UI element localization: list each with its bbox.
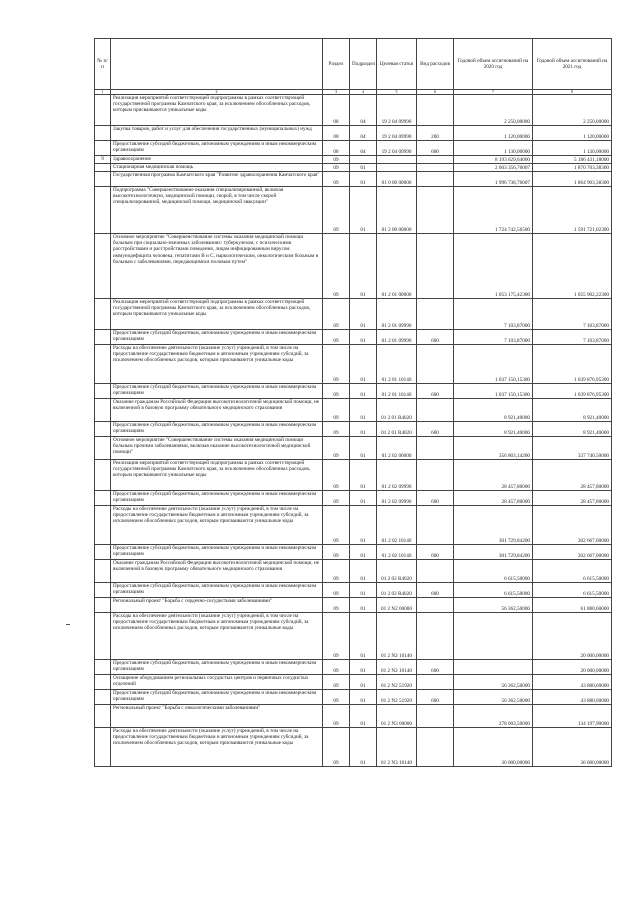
row-expense-type (417, 460, 454, 491)
table-row (95, 613, 612, 660)
row-amount-2020: 1 037 150,15300 (454, 345, 533, 384)
row-amount-2020: 6 615,50000 (454, 583, 533, 598)
row-expense-type: 600 (417, 545, 454, 560)
table-body (95, 95, 612, 767)
row-amount-2021: 6 615,50000 (533, 560, 612, 583)
row-name: Региональный проект "Борьба с онкологическими заболеваниями" (111, 705, 323, 728)
row-podrazdel: 01 (350, 560, 377, 583)
table-row (95, 660, 612, 675)
row-target-article: 01 2 N3 00000 (377, 705, 417, 728)
row-name: Предоставление субсидий бюджетным, автономным учреждениям и иным некоммерческим организациям (111, 660, 323, 675)
table-row (95, 598, 612, 613)
row-target-article: 01 2 02 09990 (377, 460, 417, 491)
row-target-article: 01 2 N2 51920 (377, 690, 417, 705)
row-name: Предоставление субсидий бюджетным, автономным учреждениям и иным некоммерческим организациям (111, 384, 323, 399)
header-number: 6 (417, 90, 454, 95)
row-number (95, 299, 111, 330)
row-name: Подпрограмма "Совершенствование оказания специализированной, включая высокотехнологичную, медицинской помощи, скорой, в том числе скорой специализированной, медицинской помощи, медицинской эвакуации" (111, 187, 323, 234)
row-amount-2020: 2 003 356,76007 (454, 164, 533, 172)
row-razdel: 09 (323, 187, 350, 234)
row-amount-2021: 6 615,50000 (533, 583, 612, 598)
row-podrazdel: 01 (350, 172, 377, 187)
table-row (95, 345, 612, 384)
row-target-article: 19 2 04 09990 (377, 95, 417, 126)
row-podrazdel: 01 (350, 545, 377, 560)
header-razdel: Раздел (323, 39, 350, 90)
row-number (95, 164, 111, 172)
row-razdel: 09 (323, 560, 350, 583)
row-number (95, 460, 111, 491)
row-podrazdel: 01 (350, 660, 377, 675)
row-number (95, 506, 111, 545)
row-amount-2021: 20 000,00000 (533, 613, 612, 660)
table-row (95, 141, 612, 156)
row-podrazdel: 01 (350, 675, 377, 690)
row-amount-2021: 28 457,80000 (533, 491, 612, 506)
header-target: Целевая статья (377, 39, 417, 90)
row-amount-2020: 56 362,50000 (454, 598, 533, 613)
row-razdel: 09 (323, 545, 350, 560)
row-name: Реализация мероприятий соответствующей подпрограммы в рамках соответствующей государственной программы Камчатского края, за исключением обособленных расходов, которым присваиваются уникальные коды (111, 299, 323, 330)
table-row (95, 675, 612, 690)
row-amount-2020: 1 037 150,15300 (454, 384, 533, 399)
row-amount-2020: 8 921,40000 (454, 399, 533, 422)
row-expense-type: 600 (417, 422, 454, 437)
row-name: Предоставление субсидий бюджетным, автономным учреждениям и иным некоммерческим организациям (111, 690, 323, 705)
row-podrazdel: 01 (350, 690, 377, 705)
row-podrazdel: 01 (350, 345, 377, 384)
row-podrazdel: 01 (350, 460, 377, 491)
row-name: Предоставление субсидий бюджетным, автономным учреждениям и иным некоммерческим организациям (111, 545, 323, 560)
header-2021: Годовой объем ассигнований на 2021 год (533, 39, 612, 90)
row-amount-2021: 2 250,00000 (533, 95, 612, 126)
row-amount-2021: 61 880,60000 (533, 598, 612, 613)
row-target-article: 01 2 02 R4020 (377, 583, 417, 598)
row-razdel: 09 (323, 422, 350, 437)
row-number (95, 399, 111, 422)
row-podrazdel: 01 (350, 583, 377, 598)
row-razdel: 09 (323, 234, 350, 299)
row-podrazdel: 01 (350, 491, 377, 506)
table-row (95, 234, 612, 299)
row-name: Реализация мероприятий соответствующей подпрограммы в рамках соответствующей государственной программы Камчатского края, за исключением обособленных расходов, которым присваиваются уникальные коды (111, 95, 323, 126)
row-amount-2021: 1 870 703,38300 (533, 164, 612, 172)
row-target-article: 19 2 04 09990 (377, 141, 417, 156)
row-number (95, 141, 111, 156)
row-amount-2021: 36 000,00000 (533, 728, 612, 767)
row-podrazdel: 01 (350, 437, 377, 460)
row-name: Государственная программа Камчатского края "Развитие здравоохранения Камчатского края" (111, 172, 323, 187)
header-vid: Вид расходов (417, 39, 454, 90)
row-number (95, 613, 111, 660)
row-razdel: 09 (323, 583, 350, 598)
row-number (95, 422, 111, 437)
row-amount-2020: 356 803,14200 (454, 437, 533, 460)
row-name: Оснащение оборудованием региональных сосудистых центров и первичных сосудистых отделений (111, 675, 323, 690)
row-number (95, 234, 111, 299)
row-target-article: 01 2 01 R4020 (377, 399, 417, 422)
row-expense-type (417, 728, 454, 767)
row-razdel: 09 (323, 345, 350, 384)
row-expense-type (417, 187, 454, 234)
row-razdel: 09 (323, 330, 350, 345)
table-row (95, 422, 612, 437)
row-amount-2020: 278 003,50000 (454, 705, 533, 728)
row-number (95, 330, 111, 345)
row-razdel: 09 (323, 598, 350, 613)
row-podrazdel: 01 (350, 234, 377, 299)
table-row (95, 126, 612, 141)
row-amount-2021: 1 130,00000 (533, 141, 612, 156)
row-expense-type (417, 613, 454, 660)
row-amount-2020: 56 362,50000 (454, 690, 533, 705)
row-expense-type: 600 (417, 330, 454, 345)
row-expense-type: 600 (417, 660, 454, 675)
row-number (95, 187, 111, 234)
row-number: 9 (95, 156, 111, 164)
row-number (95, 660, 111, 675)
margin-mark (66, 624, 70, 625)
row-razdel: 09 (323, 399, 350, 422)
row-name: Стационарная медицинская помощь (111, 164, 323, 172)
row-razdel: 09 (323, 613, 350, 660)
row-podrazdel: 01 (350, 728, 377, 767)
table-row (95, 460, 612, 491)
row-name: Расходы на обеспечение деятельности (оказание услуг) учреждений, в том числе на предоставление государственным бюджетным и автономным учреждениям субсидий, за исключением обособленных расходов, которым присваиваются уникальные коды (111, 506, 323, 545)
row-razdel: 09 (323, 164, 350, 172)
row-name: Расходы на обеспечение деятельности (оказание услуг) учреждений, в том числе на предоставление государственным бюджетным и автономным учреждениям субсидий, за исключением обособленных расходов, которым присваиваются уникальные коды (111, 613, 323, 660)
row-number (95, 491, 111, 506)
row-expense-type (417, 598, 454, 613)
row-number (95, 675, 111, 690)
row-podrazdel: 01 (350, 399, 377, 422)
header-number: 5 (377, 90, 417, 95)
row-podrazdel: 01 (350, 299, 377, 330)
table-row (95, 545, 612, 560)
table-row (95, 164, 612, 172)
row-podrazdel: 01 (350, 422, 377, 437)
row-number (95, 95, 111, 126)
header-podrazdel: Подраздел (350, 39, 377, 90)
header-number: 4 (350, 90, 377, 95)
row-name: Расходы на обеспечение деятельности (оказание услуг) учреждений, в том числе на предоставление государственным бюджетным и автономным учреждениям субсидий, за исключением обособленных расходов, которым присваиваются уникальные коды (111, 728, 323, 767)
row-target-article: 01 2 N2 51920 (377, 675, 417, 690)
row-name: Предоставление субсидий бюджетным, автономным учреждениям и иным некоммерческим организациям (111, 422, 323, 437)
table-row (95, 299, 612, 330)
row-amount-2020: 36 000,00000 (454, 728, 533, 767)
row-amount-2020: 56 362,50000 (454, 675, 533, 690)
row-razdel: 09 (323, 506, 350, 545)
row-amount-2021: 1 120,00000 (533, 126, 612, 141)
row-name: Расходы на обеспечение деятельности (оказание услуг) учреждений, в том числе на предоставление государственным бюджетным и автономным учреждениям субсидий, за исключением обособленных расходов, которым присваиваются уникальные коды (111, 345, 323, 384)
row-podrazdel: 01 (350, 598, 377, 613)
row-razdel: 09 (323, 675, 350, 690)
row-razdel: 08 (323, 95, 350, 126)
row-amount-2020: 7 103,87000 (454, 299, 533, 330)
row-name: Оказание гражданам Российской Федерации высокотехнологичной медицинской помощи, не включенной в базовую программу обязательного медицинского страхования (111, 560, 323, 583)
header-2020: Годовой объем ассигнований на 2020 год (454, 39, 533, 90)
row-podrazdel: 04 (350, 126, 377, 141)
row-amount-2021: 1 864 903,38300 (533, 172, 612, 187)
row-podrazdel: 01 (350, 187, 377, 234)
row-target-article: 01 2 01 10140 (377, 384, 417, 399)
row-podrazdel: 01 (350, 705, 377, 728)
table-row (95, 690, 612, 705)
row-amount-2021: 1 055 902,22300 (533, 234, 612, 299)
row-number (95, 560, 111, 583)
row-amount-2020: 6 615,50000 (454, 560, 533, 583)
row-razdel: 09 (323, 384, 350, 399)
row-name: Предоставление субсидий бюджетным, автономным учреждениям и иным некоммерческим организациям (111, 583, 323, 598)
row-razdel: 09 (323, 728, 350, 767)
row-number (95, 345, 111, 384)
row-expense-type (417, 156, 454, 164)
row-amount-2020: 1 996 738,76007 (454, 172, 533, 187)
row-amount-2020: 1 130,00000 (454, 141, 533, 156)
row-expense-type: 600 (417, 491, 454, 506)
row-amount-2020: 301 729,84200 (454, 545, 533, 560)
row-expense-type (417, 299, 454, 330)
row-amount-2020: 28 457,80000 (454, 460, 533, 491)
row-amount-2020: 1 053 175,42300 (454, 234, 533, 299)
row-name: Закупка товаров, работ и услуг для обеспечения государственных (муниципальных) нужд (111, 126, 323, 141)
table-header (95, 39, 612, 95)
table-row (95, 437, 612, 460)
table-row (95, 187, 612, 234)
row-name: Здравоохранение (111, 156, 323, 164)
table-row (95, 506, 612, 545)
row-podrazdel: 01 (350, 164, 377, 172)
header-number: 3 (323, 90, 350, 95)
row-name: Предоставление субсидий бюджетным, автономным учреждениям и иным некоммерческим организациям (111, 491, 323, 506)
row-target-article: 01 2 N2 10140 (377, 613, 417, 660)
row-target-article: 01 2 01 09990 (377, 330, 417, 345)
row-expense-type: 600 (417, 384, 454, 399)
row-amount-2021: 337 740,50000 (533, 437, 612, 460)
row-amount-2020 (454, 660, 533, 675)
row-target-article: 01 2 02 09990 (377, 491, 417, 506)
table-row (95, 95, 612, 126)
row-expense-type: 600 (417, 583, 454, 598)
row-razdel: 08 (323, 141, 350, 156)
row-expense-type (417, 675, 454, 690)
row-number (95, 126, 111, 141)
row-amount-2021: 5 186 431,18000 (533, 156, 612, 164)
row-amount-2021: 302 667,00000 (533, 506, 612, 545)
row-number (95, 172, 111, 187)
row-amount-2020: 8 921,40000 (454, 422, 533, 437)
row-name: Предоставление субсидий бюджетным, автономным учреждениям и иным некоммерческим организациям (111, 141, 323, 156)
row-target-article: 01 2 N2 00000 (377, 598, 417, 613)
row-number (95, 545, 111, 560)
row-razdel: 09 (323, 437, 350, 460)
table-row (95, 705, 612, 728)
row-razdel: 09 (323, 156, 350, 164)
header-number: 8 (533, 90, 612, 95)
row-expense-type (417, 705, 454, 728)
table-row (95, 399, 612, 422)
row-amount-2021: 7 103,87000 (533, 299, 612, 330)
row-razdel: 09 (323, 172, 350, 187)
row-amount-2021: 8 921,40000 (533, 399, 612, 422)
table-row (95, 156, 612, 164)
row-amount-2021: 1 591 721,02300 (533, 187, 612, 234)
row-expense-type (417, 345, 454, 384)
row-amount-2021: 28 457,80000 (533, 460, 612, 491)
row-podrazdel: 01 (350, 384, 377, 399)
row-expense-type (417, 506, 454, 545)
row-expense-type (417, 399, 454, 422)
row-expense-type (417, 437, 454, 460)
row-target-article: 01 2 01 10140 (377, 345, 417, 384)
row-target-article: 01 2 00 00000 (377, 187, 417, 234)
row-expense-type (417, 560, 454, 583)
row-target-article: 01 2 N2 10140 (377, 660, 417, 675)
row-target-article: 01 2 01 R4020 (377, 422, 417, 437)
row-expense-type (417, 164, 454, 172)
row-name: Основное мероприятие "Совершенствование системы оказания медицинской помощи больным при социально-значимых заболеваниях: туберкулезом, с психическими расстройствами и расстройствами поведения, лицам инфицированным вирусом иммунодефицита человека, гепатитами B и C, наркологическим, онкологическим больным и больным с заболеваниями, передающимися половым путем" (111, 234, 323, 299)
row-razdel: 09 (323, 460, 350, 491)
table-row (95, 583, 612, 598)
row-name: Оказание гражданам Российской Федерации высокотехнологичной медицинской помощи, не включенной в базовую программу обязательного медицинского страхования (111, 399, 323, 422)
row-amount-2020: 2 250,00000 (454, 95, 533, 126)
row-amount-2021: 134 197,90000 (533, 705, 612, 728)
table-row (95, 330, 612, 345)
row-amount-2020: 1 120,00000 (454, 126, 533, 141)
row-podrazdel: 01 (350, 613, 377, 660)
row-podrazdel: 04 (350, 141, 377, 156)
row-amount-2021: 8 921,40000 (533, 422, 612, 437)
row-number (95, 598, 111, 613)
row-expense-type: 600 (417, 141, 454, 156)
row-amount-2020: 8 193 629,64000 (454, 156, 533, 164)
row-amount-2021: 43 880,60000 (533, 690, 612, 705)
row-amount-2021: 7 103,87000 (533, 330, 612, 345)
header-number: 7 (454, 90, 533, 95)
row-razdel: 08 (323, 126, 350, 141)
row-podrazdel (350, 156, 377, 164)
table-row (95, 384, 612, 399)
row-podrazdel: 04 (350, 95, 377, 126)
row-name: Региональный проект "Борьба с сердечно-сосудистыми заболеваниями" (111, 598, 323, 613)
row-amount-2020: 28 457,80000 (454, 491, 533, 506)
row-target-article: 01 2 01 00000 (377, 234, 417, 299)
row-number (95, 690, 111, 705)
row-target-article: 01 0 00 00000 (377, 172, 417, 187)
row-expense-type (417, 95, 454, 126)
row-target-article (377, 164, 417, 172)
header-num: № п/п (95, 39, 111, 90)
row-razdel: 09 (323, 690, 350, 705)
row-razdel: 09 (323, 491, 350, 506)
row-amount-2020: 301 729,84200 (454, 506, 533, 545)
table-row (95, 560, 612, 583)
row-target-article: 01 2 01 09990 (377, 299, 417, 330)
row-target-article: 19 2 04 09990 (377, 126, 417, 141)
row-name: Реализация мероприятий соответствующей подпрограммы в рамках соответствующей государственной программы Камчатского края, за исключением обособленных расходов, которым присваиваются уникальные коды (111, 460, 323, 491)
table-row (95, 728, 612, 767)
row-number (95, 705, 111, 728)
table-row (95, 491, 612, 506)
table-row (95, 172, 612, 187)
budget-table (94, 38, 612, 767)
row-razdel: 09 (323, 660, 350, 675)
row-amount-2020: 1 724 742,56500 (454, 187, 533, 234)
row-expense-type (417, 172, 454, 187)
row-razdel: 09 (323, 705, 350, 728)
row-amount-2021: 43 880,60000 (533, 675, 612, 690)
row-amount-2021: 302 667,00000 (533, 545, 612, 560)
row-target-article: 01 2 N3 10140 (377, 728, 417, 767)
row-expense-type: 200 (417, 126, 454, 141)
row-amount-2021: 20 000,00000 (533, 660, 612, 675)
header-number: 2 (111, 90, 323, 95)
row-target-article: 01 2 02 10140 (377, 545, 417, 560)
row-number (95, 583, 111, 598)
header-number: 1 (95, 90, 111, 95)
row-amount-2021: 1 039 876,95300 (533, 384, 612, 399)
row-expense-type (417, 234, 454, 299)
row-target-article: 01 2 02 10140 (377, 506, 417, 545)
row-amount-2020 (454, 613, 533, 660)
row-target-article: 01 2 02 R4020 (377, 560, 417, 583)
row-number (95, 384, 111, 399)
row-amount-2021: 1 039 876,95300 (533, 345, 612, 384)
row-number (95, 728, 111, 767)
row-amount-2020: 7 103,87000 (454, 330, 533, 345)
row-podrazdel: 01 (350, 330, 377, 345)
row-podrazdel: 01 (350, 506, 377, 545)
row-target-article: 01 2 02 00000 (377, 437, 417, 460)
row-number (95, 437, 111, 460)
row-expense-type: 600 (417, 690, 454, 705)
row-name: Основное мероприятие "Совершенствование системы оказания медицинской помощи больным прочими заболеваниями, включая оказание высокотехнологичной медицинской помощи" (111, 437, 323, 460)
row-name: Предоставление субсидий бюджетным, автономным учреждениям и иным некоммерческим организациям (111, 330, 323, 345)
header-name (111, 39, 323, 90)
row-razdel: 09 (323, 299, 350, 330)
row-target-article (377, 156, 417, 164)
